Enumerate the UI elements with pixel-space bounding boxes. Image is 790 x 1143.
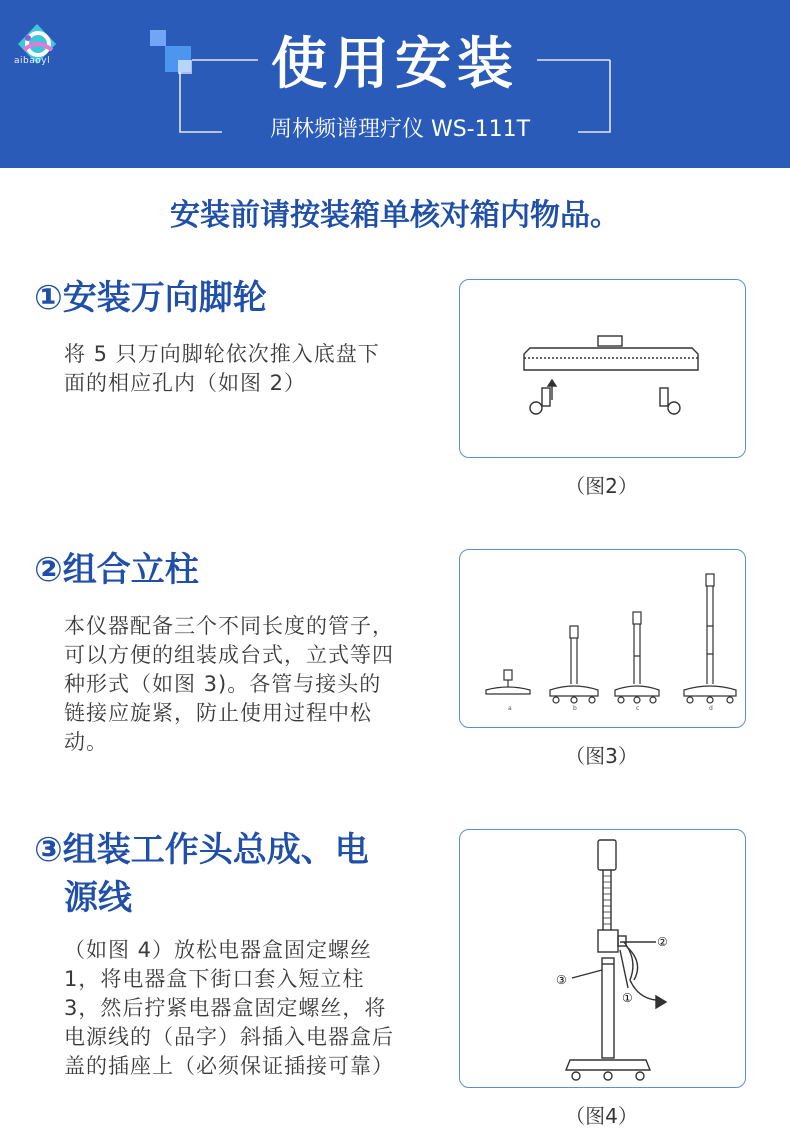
figure-3-label-c: c bbox=[636, 705, 640, 712]
product-subtitle: 周林频谱理疗仪 WS-111T bbox=[269, 117, 531, 142]
section-2-title: ②组合立柱 bbox=[34, 550, 199, 590]
figure-4-label-3: ③ bbox=[556, 973, 567, 987]
figure-4-label-1: ① bbox=[622, 991, 633, 1005]
figure-3-box bbox=[459, 549, 746, 728]
figure-2-caption: （图2） bbox=[565, 474, 638, 498]
section-1-body: 将 5 只万向脚轮依次推入底盘下面的相应孔内（如图 2） bbox=[64, 342, 380, 395]
column-assembly-illustration bbox=[460, 550, 745, 727]
section-2-body: 本仪器配备三个不同长度的管子，可以方便的组装成台式，立式等四种形式（如图 3)。各管与接头的链接应旋紧，防止使用过程中松动。 bbox=[64, 614, 394, 754]
work-head-assembly-illustration bbox=[460, 830, 745, 1087]
figure-3-caption: （图3） bbox=[565, 744, 638, 768]
logo-text: aibaoyl bbox=[14, 56, 51, 66]
header-banner bbox=[0, 0, 790, 168]
figure-4-caption: （图4） bbox=[565, 1104, 638, 1128]
intro-heading: 安装前请按装箱单核对箱内物品。 bbox=[170, 198, 620, 233]
section-3-title-line1: ③组装工作头总成、电 bbox=[34, 830, 369, 870]
section-3-body: （如图 4）放松电器盒固定螺丝 1，将电器盒下街口套入短立柱 3，然后拧紧电器盒固定螺丝，将电源线的（品字）斜插入电器盒后盖的插座上（必须保证插接可靠） bbox=[64, 938, 394, 1078]
figure-3-label-b: b bbox=[573, 705, 577, 712]
section-1-title: ①安装万向脚轮 bbox=[34, 278, 267, 318]
section-3-title-line2: 源线 bbox=[64, 878, 132, 918]
figure-4-box bbox=[459, 829, 746, 1088]
figure-3-label-a: a bbox=[508, 705, 512, 712]
figure-2-box bbox=[459, 279, 746, 458]
page-title: 使用安装 bbox=[271, 32, 519, 97]
figure-3-label-d: d bbox=[709, 705, 713, 712]
caster-base-illustration bbox=[460, 280, 745, 457]
figure-4-label-2: ② bbox=[657, 935, 668, 949]
